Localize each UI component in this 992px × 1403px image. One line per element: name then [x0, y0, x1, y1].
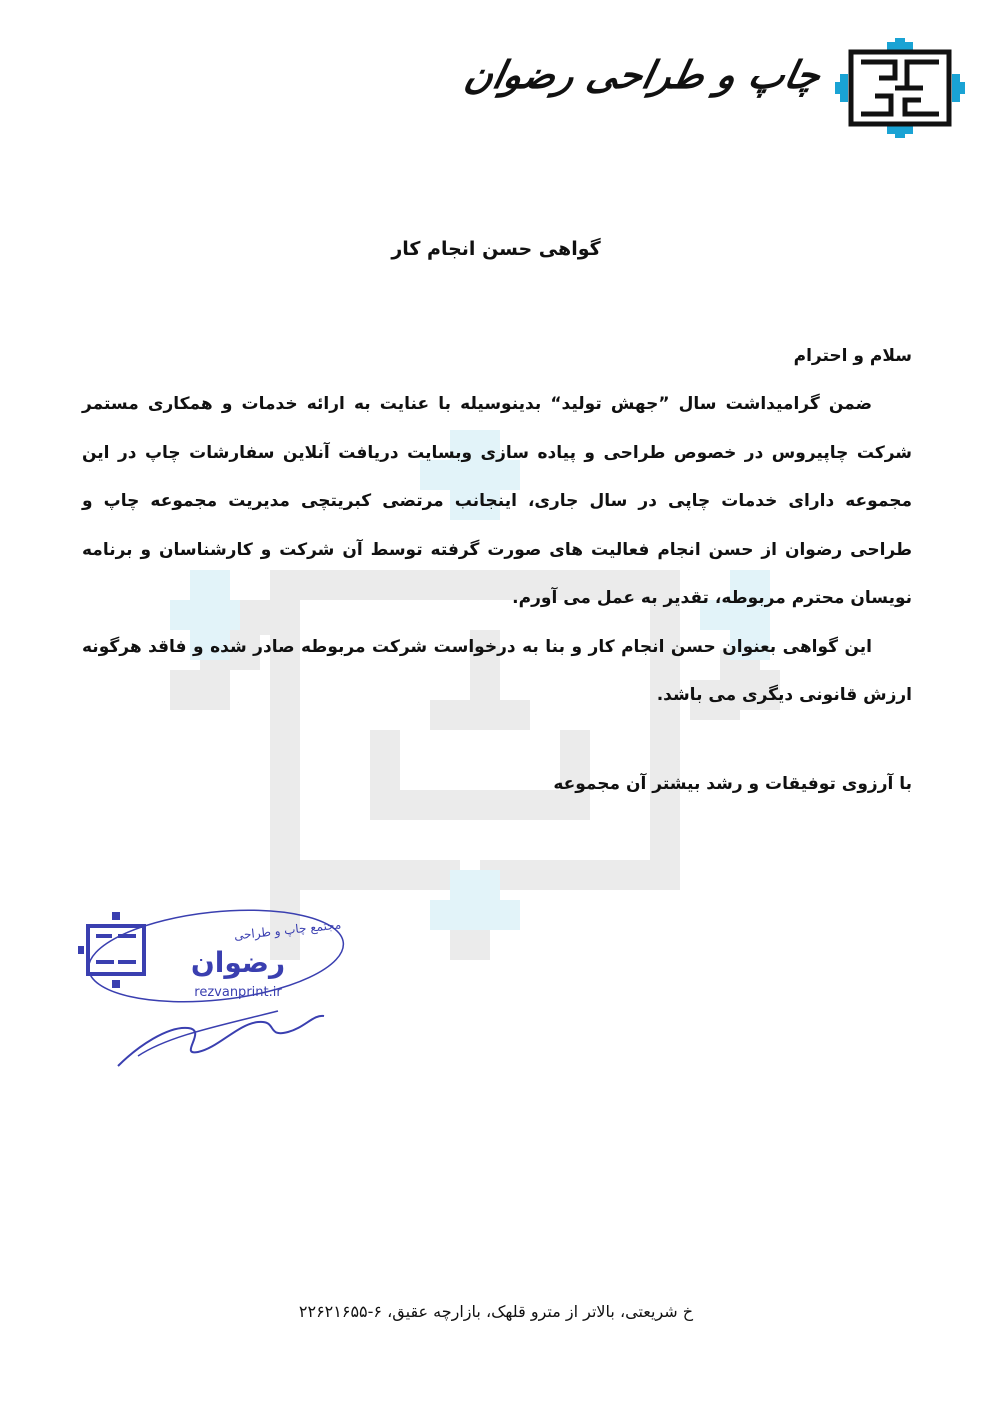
document-title: گواهی حسن انجام کار [391, 238, 601, 260]
greeting: سلام و احترام [793, 346, 912, 366]
footer-address: خ شریعتی، بالاتر از مترو قلهک، بازارچه عقیق، ۶-۲۲۶۲۱۶۵۵ [298, 1302, 694, 1321]
closing-line: با آرزوی توفیقات و رشد بیشتر آن مجموعه [553, 773, 912, 794]
paragraph-1: ضمن گرامیداشت سال ”جهش تولید“ بدینوسیله با عنایت به ارائه خدمات و همکاری مستمر شرکت چاپیروس در خصوص طراحی و پیاده سازی وبسایت دریافت آنلاین سفارشات چاپ در این مجموعه دارای خدمات چاپی در سال جاری، اینجانب مرتضی کبریتچی مدیریت مجموعه چاپ و طراحی رضوان از حسن انجام فعالیت های صورت گرفته توسط آن شرکت و کارشناسان و برنامه نویسان محترم مربوطه، تقدیر به عمل می آورم. [82, 394, 912, 608]
stamp-top-text: مجتمع چاپ و طراحی [233, 917, 342, 943]
signature [118, 1016, 324, 1066]
brand-name: چاپ و طراحی رضوان [460, 52, 825, 97]
paragraph-2: این گواهی بعنوان حسن انجام کار و بنا به درخواست شرکت مربوطه صادر شده و فاقد هرگونه ارزش قانونی دیگری می باشد. [82, 636, 912, 705]
rezvan-kufic-logo-icon [835, 38, 965, 138]
stamp-website: rezvanprint.ir [194, 985, 282, 1000]
stamp-name: رضوان [190, 946, 286, 979]
letter-body [82, 332, 912, 808]
company-stamp [78, 906, 348, 1076]
